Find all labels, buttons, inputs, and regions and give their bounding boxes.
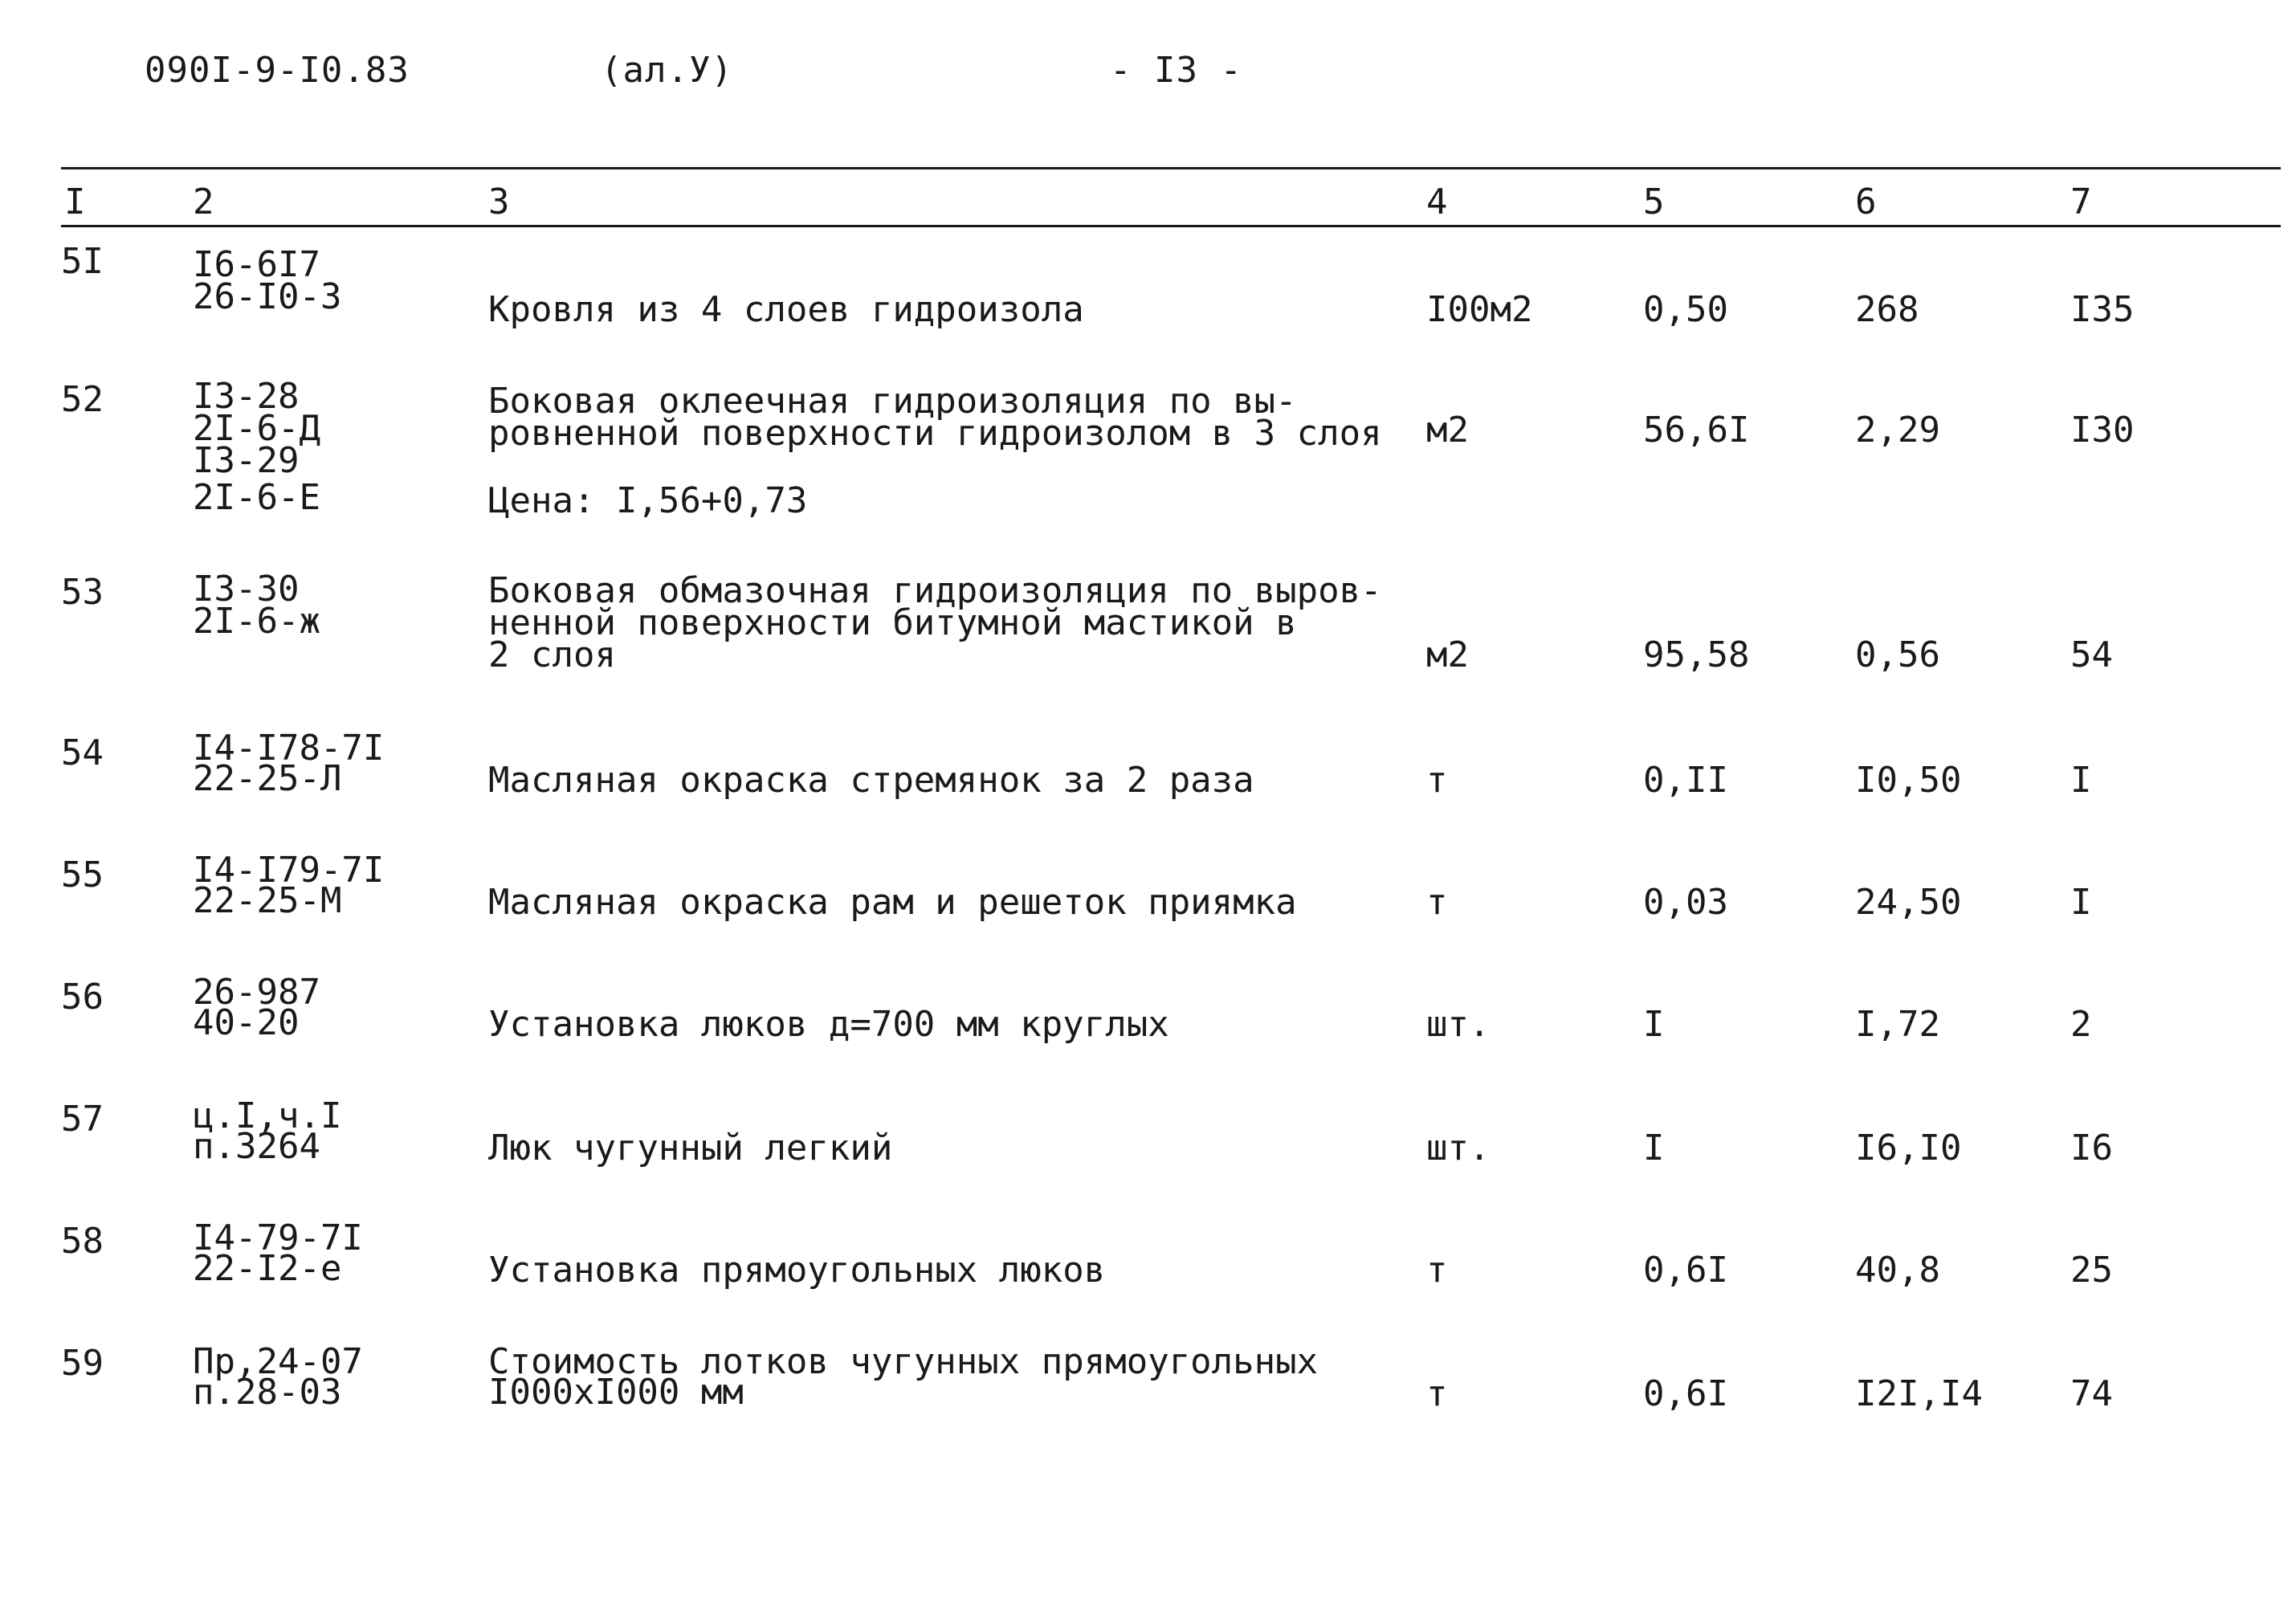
album-label: (ал.У) [601, 50, 733, 91]
norm-code: 2I-6-Д [193, 408, 320, 449]
unit: т [1426, 760, 1448, 801]
unit-price: 268 [1855, 289, 1919, 330]
quantity: 56,6I [1643, 410, 1750, 451]
work-description: Установка люков д=700 мм круглых [488, 1004, 1169, 1045]
table-header-rule [61, 225, 2281, 227]
document-code: 090I-9-I0.83 [145, 50, 410, 91]
total-cost: 54 [2070, 634, 2113, 675]
norm-code: I4-I79-7I [193, 850, 385, 891]
unit: шт. [1426, 1128, 1491, 1169]
norm-code: I3-28 [193, 376, 300, 417]
total-cost: I6 [2070, 1128, 2113, 1169]
work-description: Установка прямоугольных люков [488, 1250, 1106, 1291]
work-description: Стоимость лотков чугунных прямоугольных [488, 1341, 1319, 1382]
unit: т [1426, 1373, 1448, 1414]
norm-code: 22-I2-е [193, 1248, 342, 1289]
norm-code: 22-25-Л [193, 758, 342, 799]
row-number: 52 [61, 379, 104, 420]
norm-code: ц.I,ч.I [193, 1095, 342, 1136]
norm-code: I4-79-7I [193, 1218, 363, 1258]
column-number-1: I [64, 182, 86, 222]
norm-code: I3-30 [193, 569, 300, 610]
row-number: 54 [61, 732, 104, 773]
norm-code: 22-25-М [193, 880, 342, 921]
work-description: 2 слоя [488, 634, 616, 675]
quantity: I [1643, 1004, 1665, 1045]
quantity: I [1643, 1128, 1665, 1169]
total-cost: 25 [2070, 1250, 2113, 1291]
work-description: ровненной поверхности гидроизолом в 3 слоя [488, 413, 1382, 454]
norm-code: п.3264 [193, 1126, 320, 1167]
work-description: Боковая обмазочная гидроизоляция по выров- [488, 570, 1382, 611]
unit-price: 24,50 [1855, 882, 1962, 923]
row-number: 55 [61, 855, 104, 895]
column-number-5: 5 [1643, 182, 1665, 222]
work-description: Масляная окраска стремянок за 2 раза [488, 760, 1254, 801]
unit-price: 40,8 [1855, 1250, 1940, 1291]
page-number: - I3 - [1110, 50, 1242, 91]
total-cost: 2 [2070, 1004, 2092, 1045]
quantity: 0,50 [1643, 289, 1728, 330]
norm-code: 2I-6-ж [193, 601, 320, 642]
column-number-2: 2 [193, 182, 214, 222]
quantity: 95,58 [1643, 634, 1750, 675]
quantity: 0,03 [1643, 882, 1728, 923]
row-number: 53 [61, 572, 104, 613]
total-cost: I35 [2070, 289, 2135, 330]
norm-code: 2I-6-Е [193, 477, 320, 518]
unit: т [1426, 882, 1448, 923]
unit-price: 2,29 [1855, 410, 1940, 451]
column-number-7: 7 [2070, 182, 2092, 222]
price-note: Цена: I,56+0,73 [488, 480, 808, 521]
work-description: Кровля из 4 слоев гидроизола [488, 289, 1084, 330]
table-top-rule [61, 167, 2281, 169]
norm-code: 26-I0-3 [193, 276, 342, 317]
unit-price: I0,50 [1855, 760, 1962, 801]
total-cost: I30 [2070, 410, 2135, 451]
work-description: I000хI000 мм [488, 1372, 744, 1413]
work-description: ненной поверхности битумной мастикой в [488, 602, 1297, 643]
total-cost: I [2070, 882, 2092, 923]
norm-code: I3-29 [193, 440, 300, 481]
unit-price: I2I,I4 [1855, 1373, 1983, 1414]
norm-code: Пр,24-07 [193, 1341, 363, 1382]
unit-price: I,72 [1855, 1004, 1940, 1045]
unit: шт. [1426, 1004, 1491, 1045]
quantity: 0,6I [1643, 1373, 1728, 1414]
quantity: 0,II [1643, 760, 1728, 801]
row-number: 5I [61, 241, 104, 282]
norm-code: I6-6I7 [193, 244, 320, 285]
column-number-4: 4 [1426, 182, 1448, 222]
unit: м2 [1426, 634, 1469, 675]
work-description: Люк чугунный легкий [488, 1128, 893, 1169]
work-description: Боковая оклеечная гидроизоляция по вы- [488, 381, 1297, 422]
work-description: Масляная окраска рам и решеток приямка [488, 882, 1297, 923]
quantity: 0,6I [1643, 1250, 1728, 1291]
unit: I00м2 [1426, 289, 1533, 330]
total-cost: 74 [2070, 1373, 2113, 1414]
total-cost: I [2070, 760, 2092, 801]
norm-code: п.28-03 [193, 1372, 342, 1413]
column-number-6: 6 [1855, 182, 1877, 222]
norm-code: 26-987 [193, 972, 320, 1013]
row-number: 57 [61, 1099, 104, 1140]
unit: т [1426, 1250, 1448, 1291]
column-number-3: 3 [488, 182, 510, 222]
unit: м2 [1426, 410, 1469, 451]
row-number: 58 [61, 1221, 104, 1262]
unit-price: I6,I0 [1855, 1128, 1962, 1169]
norm-code: I4-I78-7I [193, 728, 385, 769]
norm-code: 40-20 [193, 1002, 300, 1043]
unit-price: 0,56 [1855, 634, 1940, 675]
row-number: 56 [61, 977, 104, 1018]
row-number: 59 [61, 1343, 104, 1384]
